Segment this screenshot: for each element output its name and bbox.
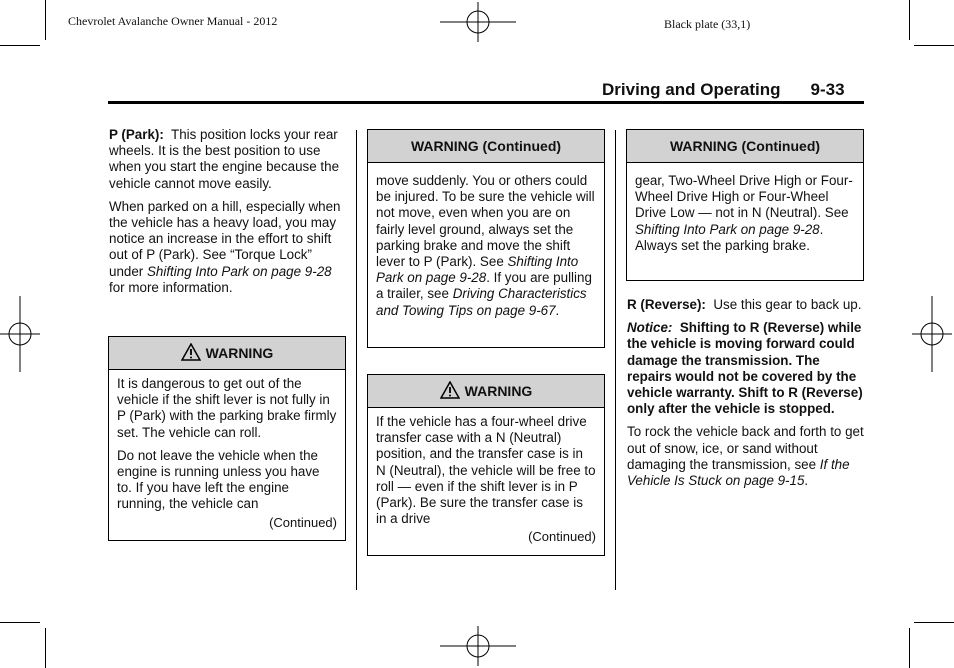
warning-box-1-body <box>109 370 345 535</box>
rock-paragraph <box>627 424 865 489</box>
section-title: Driving and Operating <box>602 80 781 99</box>
shifting-into-park-link-3[interactable]: Shifting Into Park on page 9-28 <box>635 221 820 237</box>
warning-title: WARNING <box>464 383 533 399</box>
reverse-text: Use this gear to back up. <box>713 297 862 312</box>
rock-text-end: . <box>804 473 809 489</box>
warning-continued-body <box>368 163 604 330</box>
hill-paragraph <box>109 199 349 296</box>
warning-continued-box-3 <box>626 129 864 281</box>
warning-continued-title: WARNING (Continued) <box>669 138 821 154</box>
notice-label: Notice: <box>627 320 673 336</box>
crop-mark-bottom-left-v <box>45 628 46 668</box>
warning-continued-title: WARNING (Continued) <box>410 138 562 154</box>
reverse-paragraph <box>627 297 865 313</box>
vehicle-stuck-link[interactable]: If the Vehicle Is Stuck on page 9-15 <box>627 456 850 489</box>
column-divider-1 <box>356 130 357 590</box>
shifting-into-park-link[interactable]: Shifting Into Park on page 9-28 <box>146 263 332 279</box>
warning-continued-header <box>368 130 604 163</box>
warning-continued-header <box>627 130 863 163</box>
warning-continued-text-2: . If you are pulling a trailer, see <box>376 270 592 302</box>
hill-text: When parked on a hill, especially when the vehicle has a heavy load, you may notice an increase in the effort to shift out of P (Park). See “Torque Lock” under <box>109 198 341 279</box>
crop-mark-top-right-v <box>909 0 910 40</box>
warning-box-1-header <box>109 337 345 370</box>
hill-text-end: for more information. <box>109 279 233 295</box>
warning-continued-text: gear, Two-Wheel Drive High or Four-Wheel Drive High or Four-Wheel Drive Low — not in N (Neutral). See <box>635 173 853 221</box>
section-header <box>602 80 845 100</box>
continued-label: (Continued) <box>528 529 596 545</box>
rock-text: To rock the vehicle back and forth to get out of snow, ice, or sand without damaging the transmission, see <box>627 424 864 472</box>
shifting-into-park-link-2[interactable]: Shifting Into Park on page 9-28 <box>376 254 579 286</box>
warning-continued-text-3: . <box>555 302 560 318</box>
crop-mark-top-right-h <box>914 45 954 46</box>
warning-continued-text: move suddenly. You or others could be injured. To be sure the vehicle will not move, even when you are on fairly level ground, always set the parking brake and move the shift lever to P (Park). See <box>376 173 595 270</box>
crop-mark-bottom-left-h <box>0 622 40 623</box>
page-number: 9-33 <box>810 80 845 99</box>
warning-box-1 <box>108 336 346 541</box>
warning-box-2-body <box>368 408 604 550</box>
column-1 <box>109 127 349 303</box>
warning-continued-body <box>627 163 863 265</box>
warning-triangle-icon <box>181 343 201 361</box>
warning-continued-paragraph <box>376 173 596 319</box>
park-label: P (Park): <box>109 127 164 142</box>
registration-mark-bottom <box>440 626 516 666</box>
notice-paragraph <box>627 320 865 417</box>
warning-box-2 <box>367 374 605 556</box>
warning-2-paragraph: If the vehicle has a four-wheel drive transfer case with a N (Neutral) position, and the transfer case is in N (Neutral), the vehicle will be free to roll — even if the shift lever is in P (Park). Be sure the transfer case is in a drive <box>376 414 596 527</box>
registration-mark-left <box>0 296 40 372</box>
plate-label: Black plate (33,1) <box>664 17 751 31</box>
crop-mark-bottom-right-v <box>909 628 910 668</box>
column-3-text <box>627 297 865 496</box>
warning-triangle-icon <box>440 381 460 399</box>
park-text: This position locks your rear wheels. It is the best position to use when you start the engine because the vehicle cannot move easily. <box>109 127 340 191</box>
crop-mark-top-left-h <box>0 45 40 46</box>
warning-continued-text-2: . Always set the parking brake. <box>635 221 824 253</box>
warning-box-2-header <box>368 375 604 408</box>
continued-label: (Continued) <box>269 514 337 530</box>
crop-mark-top-left-v <box>45 0 46 40</box>
registration-mark-top <box>440 2 516 42</box>
towing-tips-link[interactable]: Driving Characteristics and Towing Tips on page 9-67 <box>376 286 587 318</box>
notice-text: Shifting to R (Reverse) while the vehicle is moving forward could damage the transmission. The repairs would not be covered by the vehicle warranty. Shift to R (Reverse) only after the vehicle is stopped. <box>627 320 863 417</box>
warning-continued-box-2 <box>367 129 605 348</box>
header-rule <box>108 101 864 104</box>
crop-mark-bottom-right-h <box>914 622 954 623</box>
warning-1-paragraph-1: It is dangerous to get out of the vehicle if the shift lever is not fully in P (Park) with the parking brake firmly set. The vehicle can roll. <box>117 376 337 440</box>
warning-title: WARNING <box>205 345 274 361</box>
reverse-label: R (Reverse): <box>627 297 706 312</box>
park-paragraph <box>109 127 349 192</box>
manual-title: Chevrolet Avalanche Owner Manual - 2012 <box>68 14 278 28</box>
warning-continued-paragraph <box>635 173 855 254</box>
column-divider-2 <box>615 130 616 590</box>
registration-mark-right <box>912 296 952 372</box>
warning-1-paragraph-2: Do not leave the vehicle when the engine is running unless you have to. If you have left the engine running, the vehicle can <box>117 447 320 512</box>
